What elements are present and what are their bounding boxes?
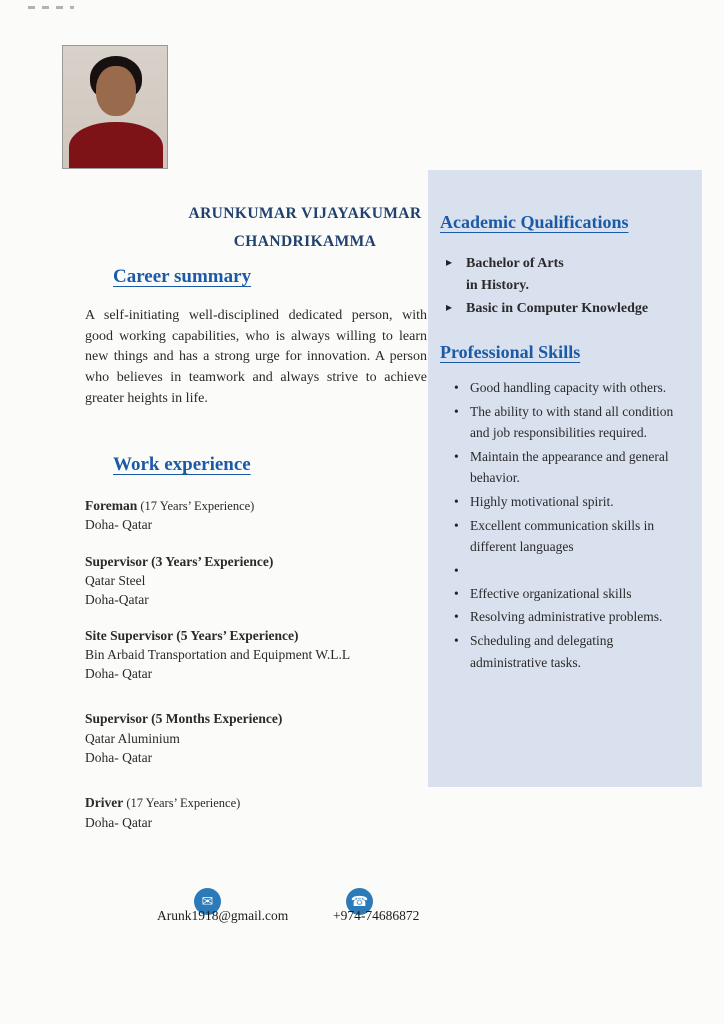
- work-duration: (17 Years’ Experience): [137, 498, 255, 513]
- work-title: [85, 709, 427, 728]
- work-company: Qatar Steel: [85, 572, 146, 588]
- skill-text: Excellent communication skills in different languages: [470, 517, 655, 555]
- arrow-bullet-icon: ▸: [446, 300, 453, 315]
- scan-artifact: [28, 6, 74, 9]
- skill-item: [470, 401, 686, 444]
- work-entry-foreman: [85, 496, 427, 535]
- work-entry-supervisor-steel: [85, 552, 427, 609]
- work-title: [85, 626, 427, 645]
- skill-item: [470, 377, 686, 399]
- skill-text: The ability to with stand all condition and job responsibilities required.: [470, 403, 674, 441]
- skill-text: Effective organizational skills: [470, 585, 632, 601]
- skill-text: Highly motivational spirit.: [470, 494, 614, 510]
- left-column: [85, 266, 427, 849]
- qualification-line: Basic in Computer Knowledge: [466, 301, 649, 317]
- work-location: Doha- Qatar: [85, 517, 153, 533]
- work-role: Site Supervisor (5 Years’ Experience): [85, 627, 299, 643]
- profile-photo: [62, 45, 168, 169]
- work-role: Driver: [85, 794, 124, 810]
- qualification-item: [446, 298, 686, 320]
- name-line-2: CHANDRIKAMMA: [233, 233, 377, 250]
- skill-item: [470, 515, 686, 558]
- work-company: Bin Arbaid Transportation and Equipment W.L.L: [85, 647, 351, 663]
- work-entry-supervisor-aluminium: [85, 709, 427, 766]
- skill-item: [470, 583, 686, 605]
- qualification-line: in History.: [466, 277, 530, 293]
- work-role: Supervisor (5 Months Experience): [85, 711, 283, 727]
- work-location: Doha- Qatar: [85, 814, 153, 830]
- academic-qualifications-heading: Academic Qualifications: [440, 212, 629, 232]
- work-title: [85, 496, 427, 516]
- work-entry-site-supervisor: [85, 626, 427, 683]
- skill-item: [470, 606, 686, 628]
- candidate-name: [140, 200, 470, 256]
- professional-skills-list: [440, 377, 686, 673]
- qualification-line: Bachelor of Arts: [466, 256, 564, 271]
- qualification-item: [446, 253, 686, 296]
- work-experience-heading: Work experience: [113, 453, 251, 475]
- academic-qualifications-list: [440, 253, 686, 320]
- email-address: Arunk1918@gmail.com: [157, 908, 289, 923]
- work-location: Doha- Qatar: [85, 749, 153, 765]
- skill-item: [470, 491, 686, 513]
- career-summary-text: A self-initiating well-disciplined dedicated person, with good working capabilities, who is always willing to learn new things and has a strong urge for innovation. A person who believes in teamwork and always strive to achieve greater heights in life.: [85, 308, 427, 406]
- skill-text: Resolving administrative problems.: [470, 609, 663, 625]
- professional-skills-heading: Professional Skills: [440, 342, 581, 363]
- skill-text: Scheduling and delegating administrative tasks.: [470, 633, 614, 670]
- name-line-1: ARUNKUMAR VIJAYAKUMAR: [188, 205, 422, 222]
- photo-shirt: [69, 122, 163, 169]
- envelope-glyph: ✉: [201, 893, 214, 910]
- skill-text: Maintain the appearance and general behavior.: [470, 448, 669, 486]
- work-title: [85, 793, 427, 813]
- work-duration: (17 Years’ Experience): [123, 795, 241, 810]
- qualifications-panel: [428, 170, 702, 787]
- skill-item: [470, 446, 686, 489]
- phone-glyph: ☎: [350, 893, 369, 910]
- work-location: Doha- Qatar: [85, 666, 153, 682]
- work-title: [85, 552, 427, 571]
- phone-number: +974-74686872: [333, 908, 420, 923]
- skill-text: Good handling capacity with others.: [470, 380, 667, 396]
- work-role: Supervisor (3 Years’ Experience): [85, 553, 274, 569]
- photo-face: [96, 66, 136, 116]
- work-experience-list: [85, 496, 427, 832]
- arrow-bullet-icon: ▸: [446, 255, 453, 269]
- work-role: Foreman: [85, 497, 138, 513]
- skill-item: [470, 630, 686, 673]
- work-location: Doha-Qatar: [85, 591, 149, 607]
- work-company: Qatar Aluminium: [85, 730, 180, 746]
- career-summary-heading: Career summary: [113, 266, 252, 287]
- skill-item-empty: [470, 560, 686, 581]
- work-entry-driver: [85, 793, 427, 832]
